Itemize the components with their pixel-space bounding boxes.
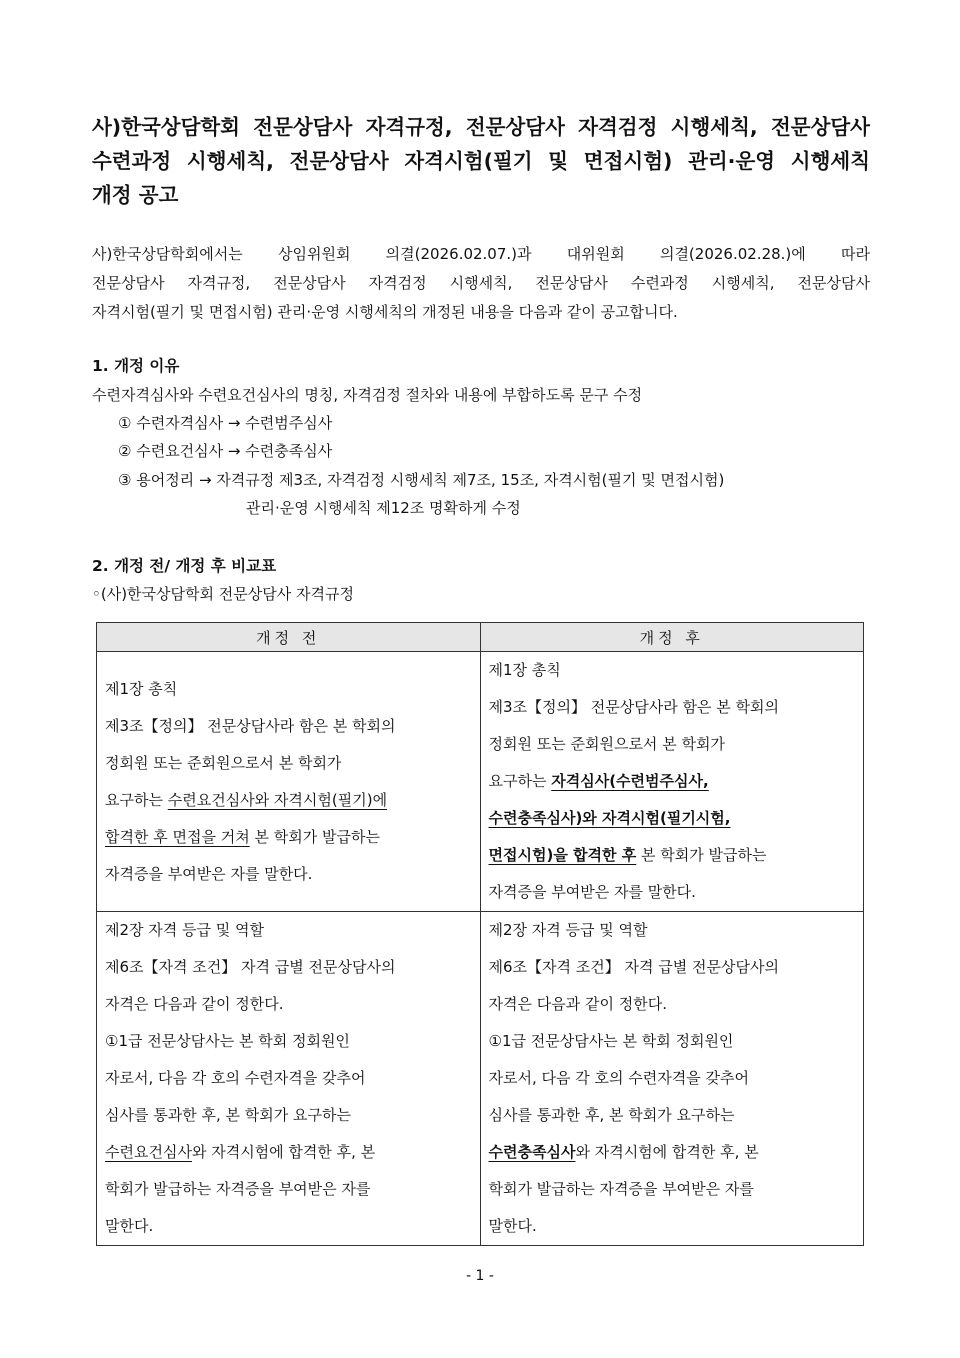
text-line <box>489 800 856 837</box>
document-title <box>92 110 870 212</box>
text-line: 자로서, 다음 각 호의 수련자격을 갖추어 <box>105 1069 366 1087</box>
text-segment: 요구하는 <box>105 790 168 809</box>
section-1-body: 수련자격심사와 수련요건심사의 명칭, 자격검정 절차와 내용에 부합하도록 문구 수정 <box>92 386 643 404</box>
text-line: 말한다. <box>488 1217 537 1235</box>
intro-paragraph <box>92 240 870 327</box>
text-line <box>105 819 472 856</box>
text-line <box>489 763 856 800</box>
table-header-row <box>97 623 864 652</box>
intro-line-3: 자격시험(필기 및 면접시험) 관리·운영 시행세칙의 개정된 내용을 다음과 같이 공고합니다. <box>92 303 678 321</box>
text-line: 제3조【정의】 전문상담사라 함은 본 학회의 <box>105 716 396 735</box>
text-line: 심사를 통과한 후, 본 학회가 요구하는 <box>105 1106 351 1124</box>
section-2-subheading: ◦(사)한국상담학회 전문상담사 자격규정 <box>92 585 354 603</box>
intro-line-2: 전문상담사 자격규정, 전문상담사 자격검정 시행세칙, 전문상담사 수련과정 시행세칙, 전문상담사 <box>92 274 870 292</box>
title-line-3: 개정 공고 <box>92 183 179 207</box>
section-1-item-3-continued: 관리·운영 시행세칙 제12조 명확하게 수정 <box>246 499 521 517</box>
cell-after-article-6 <box>480 912 864 1246</box>
section-1-item-3: ③ 용어정리 → 자격규정 제3조, 자격검정 시행세칙 제7조, 15조, 자격시험(필기 및 면접시험) <box>118 471 725 489</box>
underlined-text: 합격한 후 면접을 거쳐 <box>105 827 250 846</box>
text-line: 자격은 다음과 같이 정한다. <box>105 995 284 1013</box>
text-segment: 와 자격시험에 합격한 후, 본 <box>575 1143 759 1161</box>
comparison-table <box>96 622 864 1246</box>
text-segment: 본 학회가 발급하는 <box>249 827 380 846</box>
text-line: 제1장 총칙 <box>488 661 561 679</box>
cell-after-article-3 <box>480 652 864 912</box>
text-line: 자격증을 부여받은 자를 말한다. <box>488 883 696 901</box>
text-line: 자격은 다음과 같이 정한다. <box>488 995 667 1013</box>
text-line: ①1급 전문상담사는 본 학회 정회원인 <box>105 1032 350 1050</box>
header-after: 개정 후 <box>480 623 864 652</box>
title-line-1: 사)한국상담학회 전문상담사 자격규정, 전문상담사 자격검정 시행세칙, 전문상담사 <box>92 115 870 139</box>
text-line <box>105 782 472 819</box>
text-line: 제6조【자격 조건】 자격 급별 전문상담사의 <box>105 958 396 976</box>
text-line: 정회원 또는 준회원으로서 본 학회가 <box>488 735 725 753</box>
intro-line-1: 사)한국상담학회에서는 상임위원회 의결(2026.02.07.)과 대위원회 의결(2026.02.28.)에 따라 <box>92 245 870 263</box>
table-row <box>97 652 864 912</box>
text-line: 정회원 또는 준회원으로서 본 학회가 <box>105 753 342 772</box>
page-number: - 1 - <box>466 1268 494 1284</box>
cell-before-article-3 <box>97 652 481 912</box>
underlined-text: 수련요건심사 <box>105 1143 192 1161</box>
text-segment: 와 자격시험에 합격한 후, 본 <box>191 1143 376 1161</box>
text-line: 제1장 총칙 <box>105 679 178 698</box>
underlined-bold-text: 수련충족심사)와 자격시험(필기시험, <box>488 809 731 827</box>
text-segment: 본 학회가 발급하는 <box>636 846 767 864</box>
underlined-bold-text: 면접시험)을 합격한 후 <box>488 846 637 864</box>
header-before: 개정 전 <box>97 623 481 652</box>
text-line: 제6조【자격 조건】 자격 급별 전문상담사의 <box>488 958 779 976</box>
text-line: 제3조【정의】 전문상담사라 함은 본 학회의 <box>488 698 779 716</box>
underlined-bold-text: 수련충족심사 <box>488 1143 576 1161</box>
text-line: 제2장 자격 등급 및 역할 <box>488 921 648 939</box>
text-line: 말한다. <box>105 1217 154 1235</box>
title-line-2: 수련과정 시행세칙, 전문상담사 자격시험(필기 및 면접시험) 관리·운영 시행세칙 <box>92 149 870 173</box>
text-line: 심사를 통과한 후, 본 학회가 요구하는 <box>488 1106 735 1124</box>
table-row <box>97 912 864 1246</box>
text-line <box>489 837 856 874</box>
cell-before-article-6 <box>97 912 481 1246</box>
section-1-heading: 1. 개정 이유 <box>92 357 180 375</box>
text-line: 학회가 발급하는 자격증을 부여받은 자를 <box>105 1180 371 1198</box>
text-line: 자격증을 부여받은 자를 말한다. <box>105 864 313 883</box>
section-1-item-2: ② 수련요건심사 → 수련충족심사 <box>118 442 333 460</box>
section-2-heading: 2. 개정 전/ 개정 후 비교표 <box>92 557 277 575</box>
text-line: ①1급 전문상담사는 본 학회 정회원인 <box>488 1032 734 1050</box>
underlined-text: 수련요건심사와 자격시험(필기)에 <box>167 790 388 809</box>
underlined-bold-text: 자격심사(수련범주심사, <box>551 772 709 790</box>
text-segment: 요구하는 <box>488 772 552 790</box>
text-line <box>489 1134 856 1171</box>
section-1-item-1: ① 수련자격심사 → 수련범주심사 <box>118 414 333 432</box>
text-line: 학회가 발급하는 자격증을 부여받은 자를 <box>488 1180 754 1198</box>
text-line: 제2장 자격 등급 및 역할 <box>105 921 265 939</box>
text-line: 자로서, 다음 각 호의 수련자격을 갖추어 <box>488 1069 749 1087</box>
text-line <box>105 1134 472 1171</box>
